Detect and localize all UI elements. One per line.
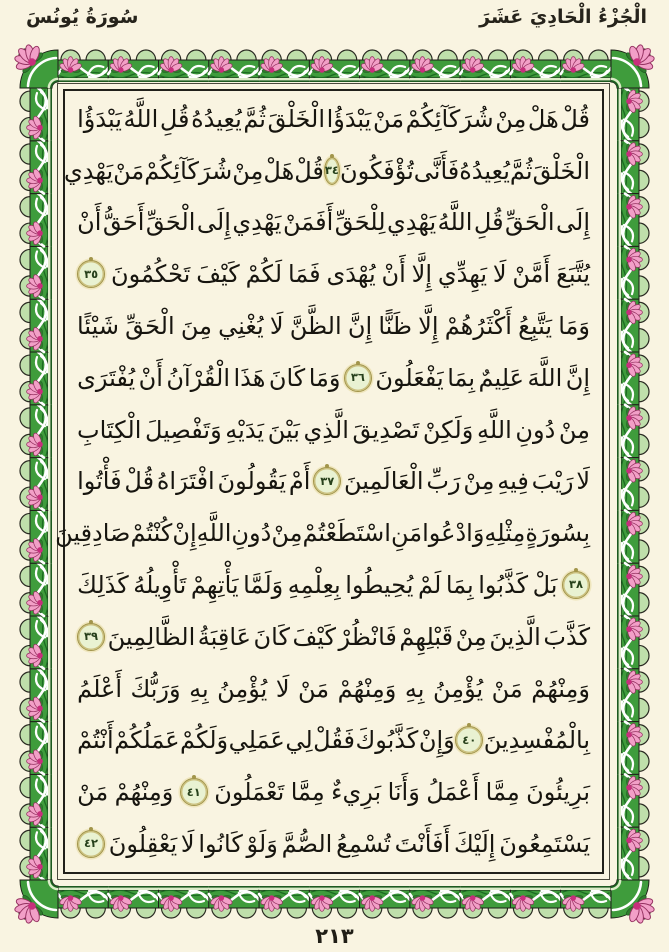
quran-word: تَأْوِيلُهُ	[133, 571, 187, 600]
quran-word: أَنْتُمْ	[77, 726, 114, 755]
quran-word: أَعْلَمُ	[77, 674, 122, 703]
quran-line	[77, 766, 590, 818]
quran-word: هَذَا	[233, 363, 266, 392]
quran-word: وَرَبُّكَ	[130, 674, 181, 703]
quran-word: لَا	[275, 674, 290, 703]
quran-word: دُونِ	[515, 415, 556, 444]
quran-word: رَبِّ	[426, 467, 461, 496]
quran-word: أَكْثَرُهُمْ	[444, 312, 512, 341]
quran-word: فَقُلْ	[313, 726, 355, 755]
quran-word: وَمِنْهُمْ	[337, 674, 397, 703]
quran-word: مَنْ	[491, 674, 523, 703]
quran-word: لِلْحَقِّ	[334, 208, 386, 237]
quran-word: الْحَقِّ	[505, 208, 555, 237]
quran-word: صَادِقِينَ	[55, 519, 131, 548]
quran-word: بِمَا	[447, 363, 476, 392]
quran-word: يَأْتِهِمْ	[190, 571, 239, 600]
quran-word: مِمَّا	[485, 778, 520, 807]
juz-label: الْجُزْءُ الْحَادِيَ عَشَرَ	[479, 6, 647, 28]
quran-word: إِلَّا	[418, 312, 439, 341]
quran-word: بَلْ	[532, 571, 558, 600]
quran-word: يُغْنِي	[218, 312, 264, 341]
quran-word: شَيْئًا	[77, 312, 119, 341]
quran-word: مِمَّا	[290, 778, 325, 807]
quran-line	[77, 197, 590, 249]
quran-word: لَا	[269, 312, 284, 341]
verse-number: ٣٨	[568, 577, 584, 592]
quran-line	[77, 248, 590, 300]
quran-line	[77, 456, 590, 508]
quran-word: يَسْتَمِعُونَ	[499, 830, 590, 859]
quran-word: وَلَكِنْ	[422, 415, 474, 444]
quran-line	[64, 145, 590, 197]
quran-word: الصُّمَّ	[281, 830, 333, 859]
quran-word: قُلْ	[124, 467, 155, 496]
quran-word: مِنْ	[455, 622, 487, 651]
page-number: ٢١٣	[315, 924, 354, 948]
quran-word: مَنْ	[372, 104, 405, 133]
quran-word: بِهِ	[404, 674, 425, 703]
quran-lines	[55, 93, 590, 870]
quran-word: قُلْ	[560, 104, 590, 133]
quran-word: كَيْفَ	[292, 622, 336, 651]
quran-word: لَا	[180, 830, 195, 859]
quran-word: يُعِيدُهُ	[191, 104, 242, 133]
quran-word: أَنْ	[77, 208, 102, 237]
quran-word: فَأَنَّى	[413, 156, 460, 185]
quran-word: الْكِتَابِ	[77, 415, 142, 444]
quran-word: رَيْبَ	[531, 467, 574, 496]
verse-end-marker	[77, 260, 105, 288]
verse-number: ٤٢	[84, 836, 99, 851]
quran-word: دُونِ	[231, 519, 272, 548]
verse-number: ٤٠	[462, 732, 477, 747]
quran-word: الظَّنَّ	[289, 312, 342, 341]
quran-word: فِيهِ	[497, 467, 529, 496]
quran-word: اللَّهُ	[437, 208, 473, 237]
quran-line	[77, 300, 590, 352]
quran-word: لَا	[576, 467, 590, 496]
quran-word: إِلَى	[196, 208, 231, 237]
quran-word: يَعْقِلُونَ	[108, 830, 178, 859]
quran-word: مَنْ	[77, 778, 109, 807]
verse-end-marker	[455, 726, 483, 754]
quran-word: قُلِ	[473, 208, 504, 237]
quran-word: تُسْمِعُ	[336, 830, 391, 859]
quran-word: مِنْ	[463, 467, 495, 496]
quran-word: يَدَيْهِ	[225, 415, 265, 444]
quran-word: تَعْمَلُونَ	[214, 778, 285, 807]
verse-number: ٣٩	[84, 629, 99, 644]
quran-word: يَفْعَلُونَ	[375, 363, 444, 392]
quran-word: وَلَمَّا	[243, 571, 284, 600]
quran-word: عَمَلُكُمْ	[114, 726, 180, 755]
quran-word: فَمَا	[287, 260, 321, 289]
quran-word: وَلَكُمْ	[180, 726, 229, 755]
verse-end-marker	[180, 778, 208, 806]
quran-word: إِلَيْكَ	[454, 830, 496, 859]
quran-word: يُؤْمِنُ	[432, 674, 484, 703]
quran-word: يُعِيدُهُ	[459, 156, 510, 185]
quran-word: بَيْنَ	[267, 415, 300, 444]
quran-word: الَّذِينَ	[489, 622, 541, 651]
quran-word: هَلْ	[263, 156, 295, 185]
quran-word: وَمِنْهُمْ	[531, 674, 590, 703]
quran-word: اللَّهِ	[196, 519, 232, 548]
quran-line	[77, 404, 590, 456]
verse-end-marker	[77, 830, 105, 858]
quran-word: وَمِنْهُمْ	[114, 778, 174, 807]
quran-word: عَمَلِي	[228, 726, 285, 755]
surah-label: سُورَةُ يُونُسَ	[26, 6, 139, 28]
quran-line	[77, 663, 590, 715]
quran-word: يُفْتَرَى	[77, 363, 136, 392]
quran-word: بِهِ	[189, 674, 209, 703]
quran-word: يَبْدَؤُا	[326, 104, 372, 133]
quran-word: تُؤْفَكُونَ	[339, 156, 414, 185]
quran-word: أَحَقُّ	[102, 208, 145, 237]
quran-word: أَمَّنْ	[512, 260, 551, 289]
quran-word: وَمَا	[558, 312, 590, 341]
quran-word: يُؤْمِنُ	[217, 674, 268, 703]
quran-word: اللَّهِ	[476, 415, 512, 444]
quran-word: لِي	[285, 726, 313, 755]
verse-end-marker	[562, 571, 590, 599]
quran-word: ثُمَّ	[243, 104, 266, 133]
quran-word: أَمْ	[288, 467, 311, 496]
quran-word: مِنْ	[232, 156, 264, 185]
quran-word: كَذَّبُوا	[478, 571, 529, 600]
quran-word: افْتَرَاهُ	[156, 467, 215, 496]
quran-word: شُرَكَآئِكُمْ	[405, 104, 494, 133]
verse-number: ٣٥	[84, 266, 99, 281]
quran-line	[55, 507, 590, 559]
quran-word: يُتَّبَعَ	[556, 260, 590, 289]
quran-word: لَكُمْ	[245, 260, 283, 289]
quran-word: أَنْ	[138, 363, 163, 392]
quran-word: كَذَّبَ	[543, 622, 590, 651]
quran-text-area	[55, 89, 604, 874]
quran-word: وَلَوْ	[246, 830, 278, 859]
quran-word: اسْتَطَعْتُمْ	[302, 519, 391, 548]
quran-word: الظَّالِمِينَ	[107, 622, 196, 651]
quran-word: بِعِلْمِهِ	[287, 571, 341, 600]
quran-word: شُرَكَآئِكُمْ	[144, 156, 233, 185]
quran-word: بِمَا	[445, 571, 474, 600]
quran-word: الْحَقِّ	[145, 208, 196, 237]
quran-word: مَنِ	[390, 519, 423, 548]
quran-word: يَقُولُونَ	[217, 467, 287, 496]
quran-word: كَذَّبُوكَ	[355, 726, 419, 755]
quran-word: قُلِ	[159, 104, 190, 133]
quran-word: تَصْدِيقَ	[352, 415, 420, 444]
quran-word: وَتَفْصِيلَ	[145, 415, 222, 444]
quran-word: عَاقِبَةُ	[197, 622, 251, 651]
quran-word: لَا	[492, 260, 507, 289]
quran-word: أَعْمَلُ	[426, 778, 480, 807]
quran-line	[77, 715, 590, 767]
quran-word: كَانَ	[268, 363, 306, 392]
quran-word: يَهْدِي	[64, 156, 114, 185]
quran-word: فَانْظُرْ	[338, 622, 397, 651]
quran-line	[77, 352, 590, 404]
quran-word: ثُمَّ	[509, 156, 533, 185]
quran-word: بِالْمُفْسِدِينَ	[483, 726, 590, 755]
quran-word: أَنْ	[381, 260, 406, 289]
verse-end-marker	[324, 157, 340, 185]
quran-word: عَلِيمٌ	[478, 363, 524, 392]
quran-word: ظَنًّا	[378, 312, 412, 341]
quran-word: مِنْ	[495, 104, 527, 133]
quran-word: مَنْ	[298, 674, 330, 703]
quran-word: مِنْ	[558, 415, 590, 444]
quran-line	[77, 818, 590, 870]
quran-word: الْخَلْقَ	[267, 104, 325, 133]
quran-word: وَادْعُوا	[422, 519, 485, 548]
quran-word: وَأَنَا	[387, 778, 420, 807]
verse-end-marker	[344, 364, 372, 392]
quran-word: إِنَّ	[347, 312, 373, 341]
quran-word: كَانَ	[253, 622, 290, 651]
quran-word: كَانُوا	[198, 830, 243, 859]
quran-word: هَلْ	[527, 104, 559, 133]
quran-word: كَيْفَ	[196, 260, 240, 289]
quran-line	[77, 559, 590, 611]
quran-word: يَبْدَؤُا	[77, 104, 122, 133]
quran-word: لَمْ	[418, 571, 442, 600]
quran-word: مِنَ	[180, 312, 212, 341]
quran-word: بِسُورَةٍ	[525, 519, 590, 548]
quran-line	[77, 611, 590, 663]
quran-word: إِنَّ	[565, 363, 590, 392]
quran-word: الَّذِي	[303, 415, 349, 444]
verse-end-marker	[77, 623, 105, 651]
quran-word: كُنْتُمْ	[130, 519, 173, 548]
quran-word: يَهْدِي	[387, 208, 437, 237]
quran-word: بَرِيءٌ	[331, 778, 382, 807]
quran-word: أَفَمَنْ	[282, 208, 334, 237]
quran-word: مَنْ	[113, 156, 145, 185]
quran-word: إِلَّا	[411, 260, 433, 289]
quran-word: اللَّهُ	[123, 104, 159, 133]
quran-word: الْقُرْآنُ	[166, 363, 231, 392]
verse-end-marker	[313, 467, 341, 495]
quran-word: يُحِيطُوا	[345, 571, 414, 600]
verse-number: ٣٦	[350, 370, 365, 385]
quran-word: قُلْ	[294, 156, 324, 185]
quran-word: يُهْدَى	[326, 260, 376, 289]
quran-word: فَأْتُوا	[77, 467, 122, 496]
quran-word: يَهْدِي	[232, 208, 282, 237]
quran-word: كَذَلِكَ	[77, 571, 129, 600]
quran-word: الْعَالَمِينَ	[344, 467, 424, 496]
quran-word: بَرِيئُونَ	[526, 778, 590, 807]
quran-word: أَفَأَنْتَ	[394, 830, 451, 859]
quran-word: إِلَى	[556, 208, 590, 237]
quran-word: اللَّهَ	[527, 363, 563, 392]
quran-word: الْخَلْقَ	[532, 156, 590, 185]
verse-number: ٣٤	[324, 162, 339, 177]
verse-number: ٤١	[186, 784, 201, 799]
quran-word: قَبْلِهِمْ	[399, 622, 454, 651]
quran-word: يَهِدِّي	[437, 260, 487, 289]
quran-word: مِنْ	[271, 519, 303, 548]
quran-word: وَمَا	[308, 363, 341, 392]
quran-word: مِثْلِهِ	[484, 519, 526, 548]
verse-number: ٣٧	[320, 473, 335, 488]
quran-word: الْحَقِّ	[125, 312, 175, 341]
quran-word: إِنْ	[172, 519, 197, 548]
quran-line	[77, 93, 590, 145]
quran-word: تَحْكُمُونَ	[111, 260, 191, 289]
quran-word: يَتَّبِعُ	[518, 312, 553, 341]
quran-word: وَإِنْ	[418, 726, 455, 755]
